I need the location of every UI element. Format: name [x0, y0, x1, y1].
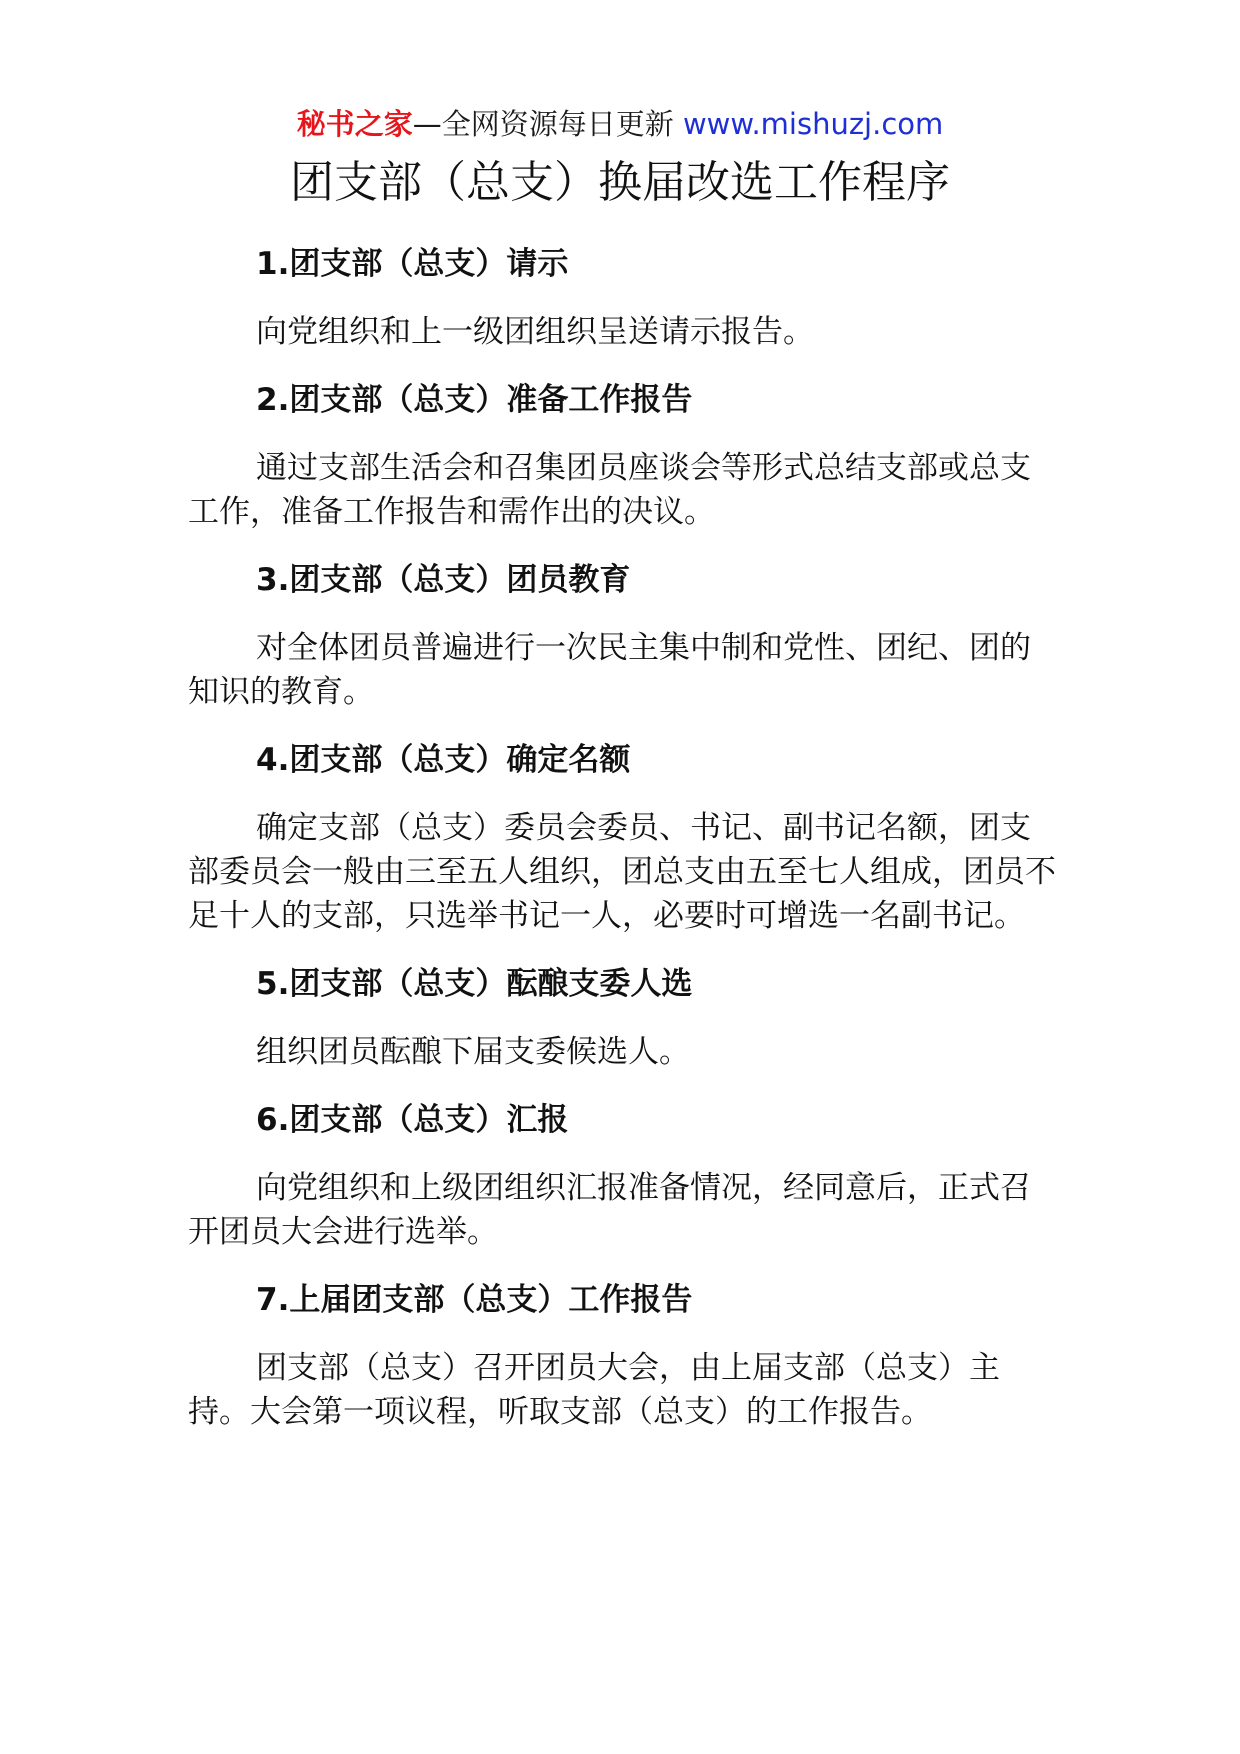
section-paragraph: 向党组织和上级团组织汇报准备情况，经同意后，正式召开团员大会进行选举。 — [188, 1170, 1031, 1250]
section-heading: 4.团支部（总支）确定名额 — [256, 742, 631, 778]
section-7 — [188, 1278, 1058, 1434]
section-heading: 3.团支部（总支）团员教育 — [256, 562, 631, 598]
section-heading: 1.团支部（总支）请示 — [256, 246, 569, 282]
section-paragraph: 通过支部生活会和召集团员座谈会等形式总结支部或总支工作，准备工作报告和需作出的决议。 — [188, 450, 1031, 530]
brand-name: 秘书之家 — [296, 107, 413, 141]
section-6 — [188, 1098, 1058, 1254]
section-heading: 2.团支部（总支）准备工作报告 — [256, 382, 693, 418]
section-heading: 7.上届团支部（总支）工作报告 — [256, 1282, 693, 1318]
section-5 — [188, 962, 1058, 1074]
section-paragraph: 向党组织和上一级团组织呈送请示报告。 — [256, 314, 814, 350]
section-4 — [188, 738, 1058, 938]
header-slogan: —全网资源每日更新 — [412, 107, 674, 141]
section-paragraph: 组织团员酝酿下届支委候选人。 — [256, 1034, 690, 1070]
section-heading: 6.团支部（总支）汇报 — [256, 1102, 569, 1138]
document-title: 团支部（总支）换届改选工作程序 — [290, 157, 950, 208]
section-1 — [188, 242, 1058, 354]
section-paragraph: 确定支部（总支）委员会委员、书记、副书记名额，团支部委员会一般由三至五人组织，团总支由五至七人组成，团员不足十人的支部，只选举书记一人，必要时可增选一名副书记。 — [188, 810, 1056, 934]
site-header — [0, 102, 1240, 146]
section-heading: 5.团支部（总支）酝酿支委人选 — [256, 966, 693, 1002]
section-2 — [188, 378, 1058, 534]
section-3 — [188, 558, 1058, 714]
section-paragraph: 对全体团员普遍进行一次民主集中制和党性、团纪、团的知识的教育。 — [188, 630, 1031, 710]
section-paragraph: 团支部（总支）召开团员大会，由上届支部（总支）主持。大会第一项议程，听取支部（总支）的工作报告。 — [188, 1350, 1000, 1430]
site-url-link[interactable]: www.mishuzj.com — [682, 107, 944, 141]
document-body — [188, 242, 1058, 1458]
